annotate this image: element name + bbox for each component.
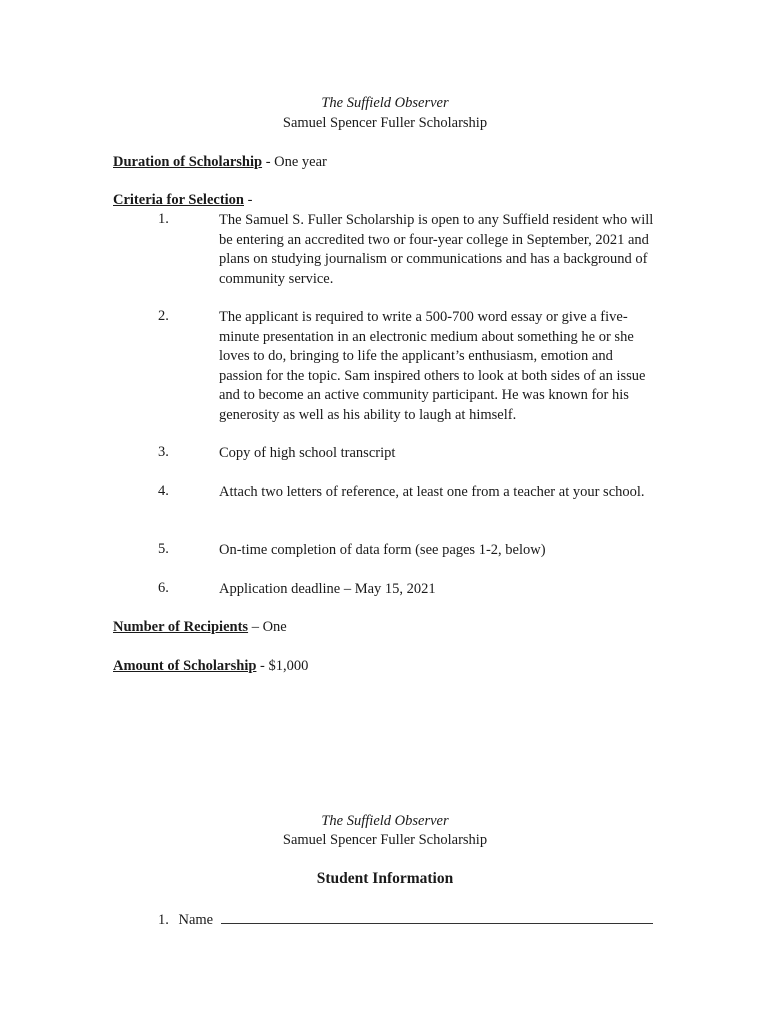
amount-value: - $1,000 <box>256 658 309 674</box>
recipients-heading: Number of Recipients <box>113 619 249 635</box>
name-field-row <box>158 909 658 929</box>
duration-line <box>113 154 673 171</box>
name-field-number: 1. <box>158 912 169 928</box>
list-item-text: On-time completion of data form (see pages 1-2, below) <box>219 542 546 558</box>
criteria-line <box>113 192 673 209</box>
duration-heading: Duration of Scholarship <box>113 154 263 170</box>
list-item-number: 4. <box>158 483 169 499</box>
scholarship-title-2: Samuel Spencer Fuller Scholarship <box>282 832 488 848</box>
name-input-line[interactable] <box>221 909 653 924</box>
list-item-number: 5. <box>158 541 169 557</box>
list-item-text: The applicant is required to write a 500-700 word essay or give a five-minute presentation in an electronic medium about something he or she loves to do, bringing to life the applicant’s enthusiasm, emotion and passion for the topic. Sam inspired others to look at both sides of an issue and to become an active community participant. He was known for his generosity as well as his ability to laugh at himself. <box>219 309 646 423</box>
amount-heading: Amount of Scholarship <box>113 658 257 674</box>
name-field-label: Name <box>178 912 214 928</box>
duration-value: - One year <box>262 154 327 170</box>
list-item-number: 1. <box>158 211 169 227</box>
list-item-number: 2. <box>158 308 169 324</box>
student-information-heading: Student Information <box>316 870 454 887</box>
publication-title: The Suffield Observer <box>321 95 449 111</box>
amount-line <box>113 658 673 675</box>
list-item-text: Copy of high school transcript <box>219 445 396 461</box>
scholarship-title: Samuel Spencer Fuller Scholarship <box>282 115 488 131</box>
recipients-line <box>113 619 673 636</box>
list-item-text: Attach two letters of reference, at least one from a teacher at your school. <box>219 484 645 500</box>
list-item-text: Application deadline – May 15, 2021 <box>219 581 436 597</box>
criteria-heading: Criteria for Selection <box>113 192 244 208</box>
criteria-suffix: - <box>244 192 253 208</box>
recipients-value: – One <box>248 619 287 635</box>
list-item-text: The Samuel S. Fuller Scholarship is open to any Suffield resident who will be entering an accredited two or four-year college in September, 2021 and plans on studying journalism or communications and has a background of community service. <box>219 212 654 287</box>
list-item-number: 3. <box>158 444 169 460</box>
list-item-number: 6. <box>158 580 169 596</box>
publication-title-2: The Suffield Observer <box>321 813 449 829</box>
